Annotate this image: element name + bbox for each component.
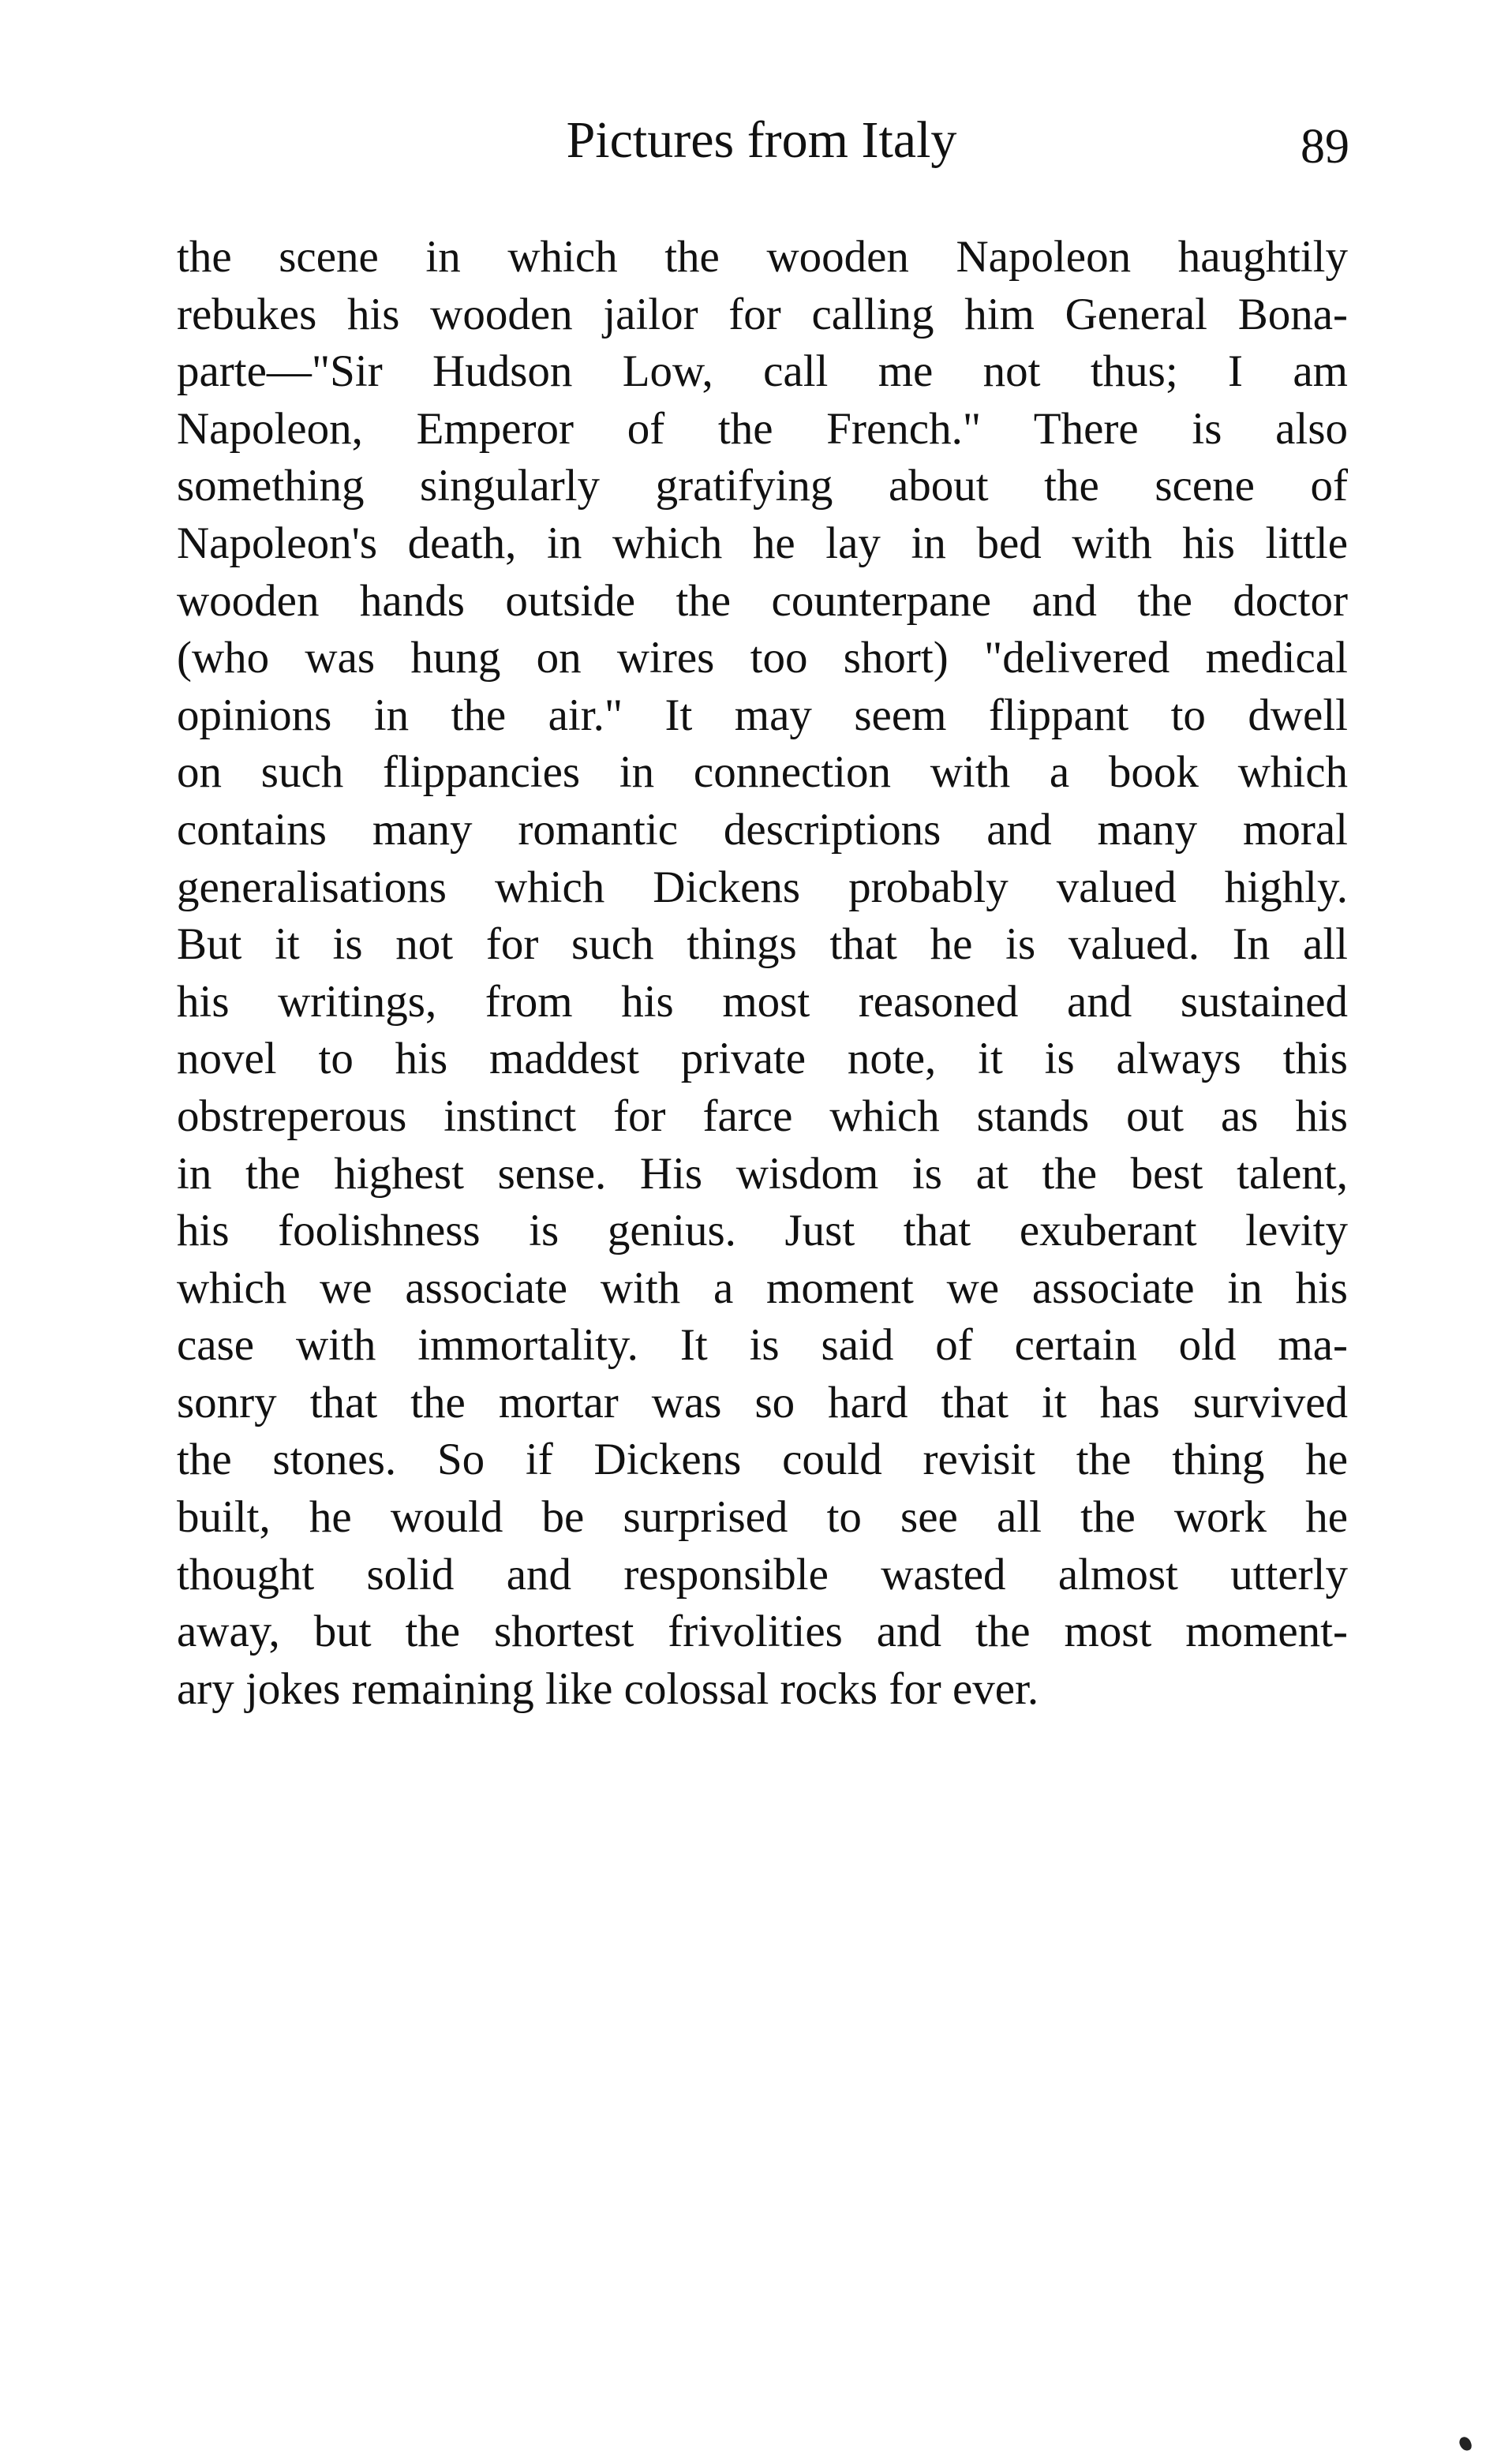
text-line: generalisations which Dickens probably valued highly. — [177, 862, 1348, 912]
text-line: the stones. So if Dickens could revisit the thing he — [177, 1435, 1348, 1485]
text-line: Napoleon, Emperor of the French." There is also — [177, 403, 1348, 454]
text-line: on such flippancies in connection with a book which — [177, 747, 1348, 798]
text-line: his writings, from his most reasoned and sustained — [177, 976, 1348, 1027]
text-line: novel to his maddest private note, it is always this — [177, 1034, 1348, 1084]
text-line: something singularly gratifying about the scene of — [177, 461, 1348, 511]
page-number: 89 — [1301, 120, 1349, 174]
text-line: wooden hands outside the counterpane and the doctor — [177, 575, 1348, 626]
text-line: his foolishness is genius. Just that exuberant levity — [177, 1206, 1348, 1256]
text-line: parte—"Sir Hudson Low, call me not thus; I am — [177, 346, 1348, 397]
text-line: built, he would be surprised to see all the work he — [177, 1492, 1348, 1543]
ink-speck-mark — [1458, 2435, 1473, 2453]
text-line: case with immortality. It is said of certain old ma- — [177, 1320, 1348, 1371]
text-line: thought solid and responsible wasted almost utterly — [177, 1549, 1348, 1600]
text-line: Napoleon's death, in which he lay in bed with his little — [177, 518, 1348, 568]
text-line: sonry that the mortar was so hard that it has survived — [177, 1377, 1348, 1427]
text-line: obstreperous instinct for farce which stands out as his — [177, 1091, 1348, 1141]
text-line: which we associate with a moment we associate in his — [177, 1263, 1348, 1313]
text-line: opinions in the air." It may seem flippant to dwell — [177, 690, 1348, 740]
text-line: But it is not for such things that he is valued. In all — [177, 919, 1348, 970]
text-line: contains many romantic descriptions and many moral — [177, 804, 1348, 855]
text-line: rebukes his wooden jailor for calling him General Bona- — [177, 289, 1348, 339]
text-line: away, but the shortest frivolities and the most moment- — [177, 1607, 1348, 1657]
text-line-last: ary jokes remaining like colossal rocks for ever. — [177, 1663, 1039, 1714]
text-line: (who was hung on wires too short) "delivered medical — [177, 633, 1348, 683]
body-text — [177, 229, 1348, 1718]
text-line: the scene in which the wooden Napoleon haughtily — [177, 232, 1348, 282]
text-line: in the highest sense. His wisdom is at the best talent, — [177, 1148, 1348, 1199]
running-title: Pictures from Italy — [566, 111, 957, 169]
